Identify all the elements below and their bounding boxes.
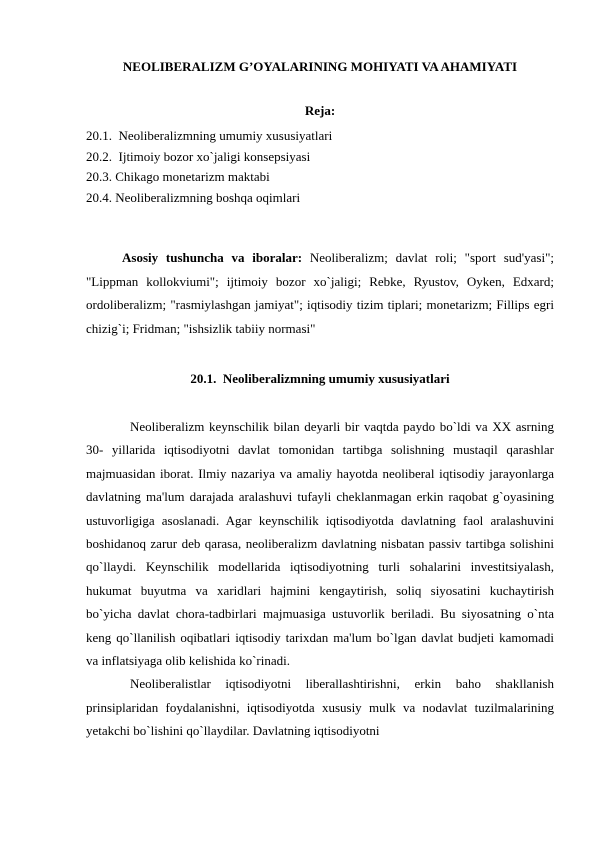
section-body	[86, 415, 554, 743]
plan-item: 20.1. Neoliberalizmning umumiy xususiyatlari	[86, 128, 333, 143]
section-heading: 20.1. Neoliberalizmning umumiy xususiyatlari	[190, 371, 450, 386]
keywords-label: Asosiy tushuncha va iboralar:	[122, 250, 303, 265]
keywords-text: Neoliberalizm; davlat roli; "sport sud'yasi"; "Lippman kollokviumi"; ijtimoiy bozor xo`jaligi; Rebke, Ryustov, Oyken, Edxard; ordoliberalizm; "rasmiylashgan jamiyat"; iqtisodiy tizim tiplari; monetarizm; Fillips egri chizig`i; Fridman; "ishsizlik tabiiy normasi"	[86, 250, 554, 336]
plan-item: 20.2. Ijtimoiy bozor xo`jaligi konsepsiyasi	[86, 148, 311, 164]
keywords-paragraph	[86, 246, 554, 340]
body-paragraph: Neoliberalistlar iqtisodiyotni liberallashtirishni, erkin baho shakllanish prinsiplaridan foydalanishni, iqtisodiyotda xususiy mulk va nodavlat tuzilmalarining yetakchi bo`lishini qo`llaydilar. Davlatning iqtisodiyotni	[86, 676, 554, 739]
plan-heading: Reja:	[304, 103, 336, 118]
plan-item: 20.4. Neoliberalizmning boshqa oqimlari	[86, 190, 301, 206]
document-title: NEOLIBERALIZM G’OYALARINING MOHIYATI VA AHAMIYATI	[122, 59, 518, 74]
body-paragraph: Neoliberalizm keynschilik bilan deyarli bir vaqtda paydo bo`ldi va XX asrning 30- yillarida iqtisodiyotni davlat tomonidan tartibga solishning mustaqil qarashlar majmuasidan iborat. Ilmiy nazariya va amaliy hayotda neoliberal iqtisodiy jarayonlarga davlatning ma'lum darajada aralashuvi tufayli cheklanmagan erkin raqobat g`oyasining ustuvorligiga asoslanadi. Agar keynschilik iqtisodiyotda davlatning faol aralashuvini boshidanoq zarur deb qarasa, neoliberalizm davlatning nisbatan passiv tartibga solishini qo`llaydi. Keynschilik modellarida iqtisodiyotning turli sohalarini investitsiyalash, hukumat buyutma va xaridlari hajmini kengaytirish, soliq siyosatini kuchaytirish bo`yicha davlat chora-tadbirlari majmuasiga ustuvorlik beriladi. Bu siyosatning o`nta keng qo`llanilish oqibatlari iqtisodiy tarixdan ma'lum bo`lgan davlat budjeti kamomadi va inflatsiyaga olib kelishida ko`rinadi.	[86, 419, 554, 669]
plan-item: 20.3. Chikago monetarizm maktabi	[86, 169, 270, 185]
plan-list	[86, 126, 554, 209]
